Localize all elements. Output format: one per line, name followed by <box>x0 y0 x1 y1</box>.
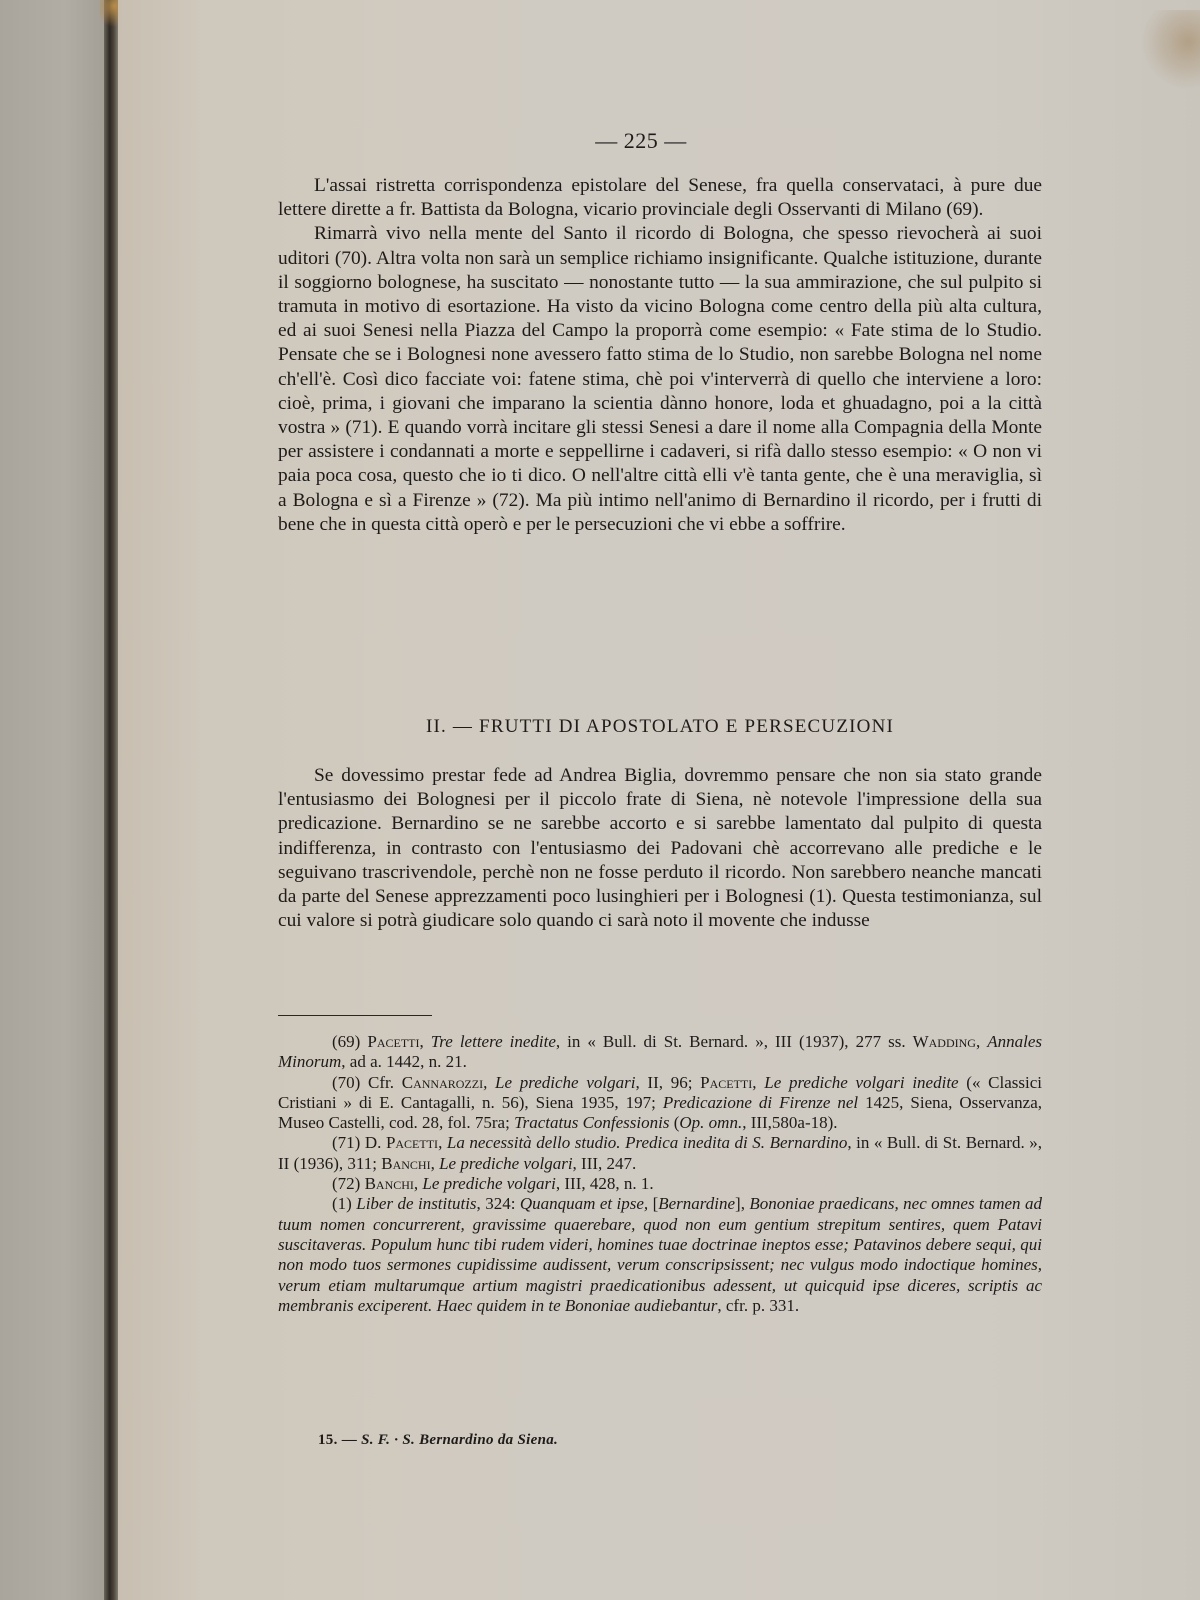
footnote-text: , III, 247. <box>572 1153 637 1173</box>
footnote-text: , <box>430 1153 440 1173</box>
footnote-text: ( <box>669 1113 680 1133</box>
footnote-marker: (70) <box>332 1072 361 1092</box>
footnote-text: Bononiae praedicans, nec omnes tamen ad tuum nomen concurrerent, gravissime quaerebare, quod non eum gentium strepitum sentires, quem Patavi suscitaveras. Populum hunc tibi rudem videri, homines tuae doctrinae ineptos esse; Patavinos debere sequi, qui non modo tuos sermones cupidissime audissent, verum conscripsissent; nec vulgus modo indoctique homines, verum etiam multarumque artium magistri praedicationibus adessent, ut quicquid ipse diceres, scriptis ac membranis exciperent. Haec quidem in te Bononiae audiebantur <box>278 1194 1042 1315</box>
footnote-text: Tre lettere inedite <box>430 1032 556 1051</box>
footnote-text: , <box>413 1174 423 1194</box>
footnote-text: , in « Bull. di St. Bernard. », III (1937), 277 ss. <box>555 1032 913 1051</box>
footnote-text: Wadding <box>912 1032 976 1051</box>
footnote-text: 1425, Siena, Osservanza, Museo Castelli, cod. 28, fol. 75ra; <box>278 1092 1042 1133</box>
footnote-text: Predicazione di Firenze nel <box>662 1092 859 1112</box>
footnote-text: (« Classici Cristiani » di E. Cantagalli, n. 56), Siena 1935, 197; <box>278 1072 1043 1112</box>
footnote <box>278 1032 1042 1073</box>
footnote-marker: (69) <box>332 1032 361 1051</box>
footnote-text: Pacetti <box>367 1032 420 1051</box>
footnote-text: [ <box>652 1194 659 1214</box>
footnote-text: Pacetti <box>385 1133 439 1153</box>
body-text-section-2 <box>278 764 1042 933</box>
footnote-text: Cannarozzi <box>401 1072 484 1092</box>
footnote-text: D. <box>360 1133 386 1153</box>
footnote-text: La necessità dello studio. Predica inedita di S. Bernardino <box>446 1133 848 1153</box>
footnote <box>278 1133 1042 1174</box>
footnote-text: , <box>419 1032 431 1051</box>
paragraph: L'assai ristretta corrispondenza epistolare del Senese, fra quella conservataci, à pure due lettere dirette a fr. Battista da Bologna, vicario provinciale degli Osservanti di Milano (69). <box>278 175 1042 221</box>
footnote-text: Le prediche volgari <box>422 1174 556 1194</box>
signature-line <box>318 1432 558 1449</box>
footnote-text: Annales Minorum <box>278 1032 1043 1072</box>
footnote-text: , <box>438 1133 447 1153</box>
footnote-text: , <box>752 1072 765 1092</box>
footnote-text: , III,580a-18). <box>742 1113 838 1133</box>
footnote-text: Le prediche volgari <box>495 1072 636 1092</box>
footnote-text: , <box>975 1032 988 1051</box>
section-heading: II. — FRUTTI DI APOSTOLATO E PERSECUZIONI <box>425 716 895 737</box>
corner-stain <box>1140 10 1200 90</box>
footnote-text: Bernardine <box>658 1194 736 1214</box>
footnote-rule <box>278 1015 432 1016</box>
paragraph: Se dovessimo prestar fede ad Andrea Biglia, dovremmo pensare che non sia stato grande l'entusiasmo dei Bolognesi per il piccolo frate di Siena, nè notevole l'impressione della sua predicazione. Bernardino se ne sarebbe accorto e si sarebbe lamentato dal pulpito di questa indifferenza, in contrasto con l'entusiasmo dei Padovani chè accorrevano alle prediche e le seguivano trascrivendole, perchè non ne fosse perduto il ricordo. Non sarebbero neanche mancati da parte del Senese apprezzamenti poco lusinghieri per i Bolognesi (1). Questa testimonianza, sul cui valore si potrà giudicare solo quando ci sarà noto il movente che indusse <box>278 765 1042 932</box>
footnote-text: , II, 96; <box>635 1072 701 1092</box>
footnote-text: , cfr. p. 331. <box>717 1295 800 1315</box>
page-number: — 225 — <box>595 128 687 153</box>
footnote-text: Liber de institutis <box>356 1194 477 1214</box>
footnote-marker: (1) <box>332 1194 352 1214</box>
facing-page-edge <box>0 0 108 1600</box>
footnote-text: , <box>483 1072 496 1092</box>
footnote-text: Cfr. <box>360 1072 402 1092</box>
footnote-text: ], <box>735 1194 750 1214</box>
footnote <box>278 1073 1042 1134</box>
footnote <box>278 1174 1042 1194</box>
footnote-text: Banchi <box>364 1174 414 1194</box>
footnote-text: , III, 428, n. 1. <box>555 1174 654 1194</box>
paragraph: Rimarrà vivo nella mente del Santo il ricordo di Bologna, che spesso rievocherà ai suoi uditori (70). Altra volta non sarà un semplice richiamo insignificante. Qualche istituzione, durante il soggiorno bolognese, ha suscitato — nonostante tutto — la sua ammirazione, che sul pulpito si tramuta in motivo di esortazione. Ha visto da vicino Bologna come centro della più alta cultura, ed ai suoi Senesi nella Piazza del Campo la proporrà come esempio: « Fate stima de lo Studio. Pensate che se i Bolognesi none avessero fatto stima de lo Studio, non sarebbe Bologna nel nome ch'ell'è. Così dico facciate voi: fatene stima, chè poi v'interverrà di quello che interviene a loro: cioè, prima, i giovani che imparano la scientia dànno honore, loda et ghuadagno, poi a la città vostra » (71). E quando vorrà incitare gli stessi Senesi a dare il nome alla Compagnia della Monte per assistere i condannati a morte e seppellirne i cadaveri, si rifà dallo stesso esempio: « O non vi paia poca cosa, questo che io ti dico. O nell'altre città elli v'è tanta gente, che è una meraviglia, sì a Bologna e sì a Firenze » (72). Ma più intimo nell'animo di Bernardino il ricordo, per i frutti di bene che in questa città operò e per le persecuzioni che vi ebbe a soffrire. <box>278 223 1042 535</box>
footnote-text: Pacetti <box>700 1072 753 1092</box>
footnote-text: Tractatus Confessionis <box>514 1113 670 1133</box>
footnote-text: , 324: <box>476 1194 520 1214</box>
footnote-text: Quanquam et ipse, <box>519 1194 653 1214</box>
footnote-text: , in « Bull. di St. Bernard. », II (1936), 311; <box>278 1133 1043 1173</box>
body-text-section-1 <box>278 174 1042 537</box>
footnotes <box>278 1032 1042 1316</box>
footnote <box>278 1194 1042 1316</box>
footnote-text: Op. omn. <box>679 1113 743 1133</box>
footnote-text: , ad a. 1442, n. 21. <box>341 1052 467 1072</box>
signature-title: S. F. · S. Bernardino da Siena. <box>361 1432 559 1448</box>
footnote-text: Le prediche volgari <box>439 1153 573 1173</box>
signature-number: 15. — <box>318 1432 362 1448</box>
footnote-text: Banchi <box>381 1153 431 1173</box>
footnote-marker: (72) <box>332 1174 361 1194</box>
footnote-marker: (71) <box>332 1133 361 1153</box>
footnote-text: Le prediche volgari inedite <box>764 1072 959 1092</box>
